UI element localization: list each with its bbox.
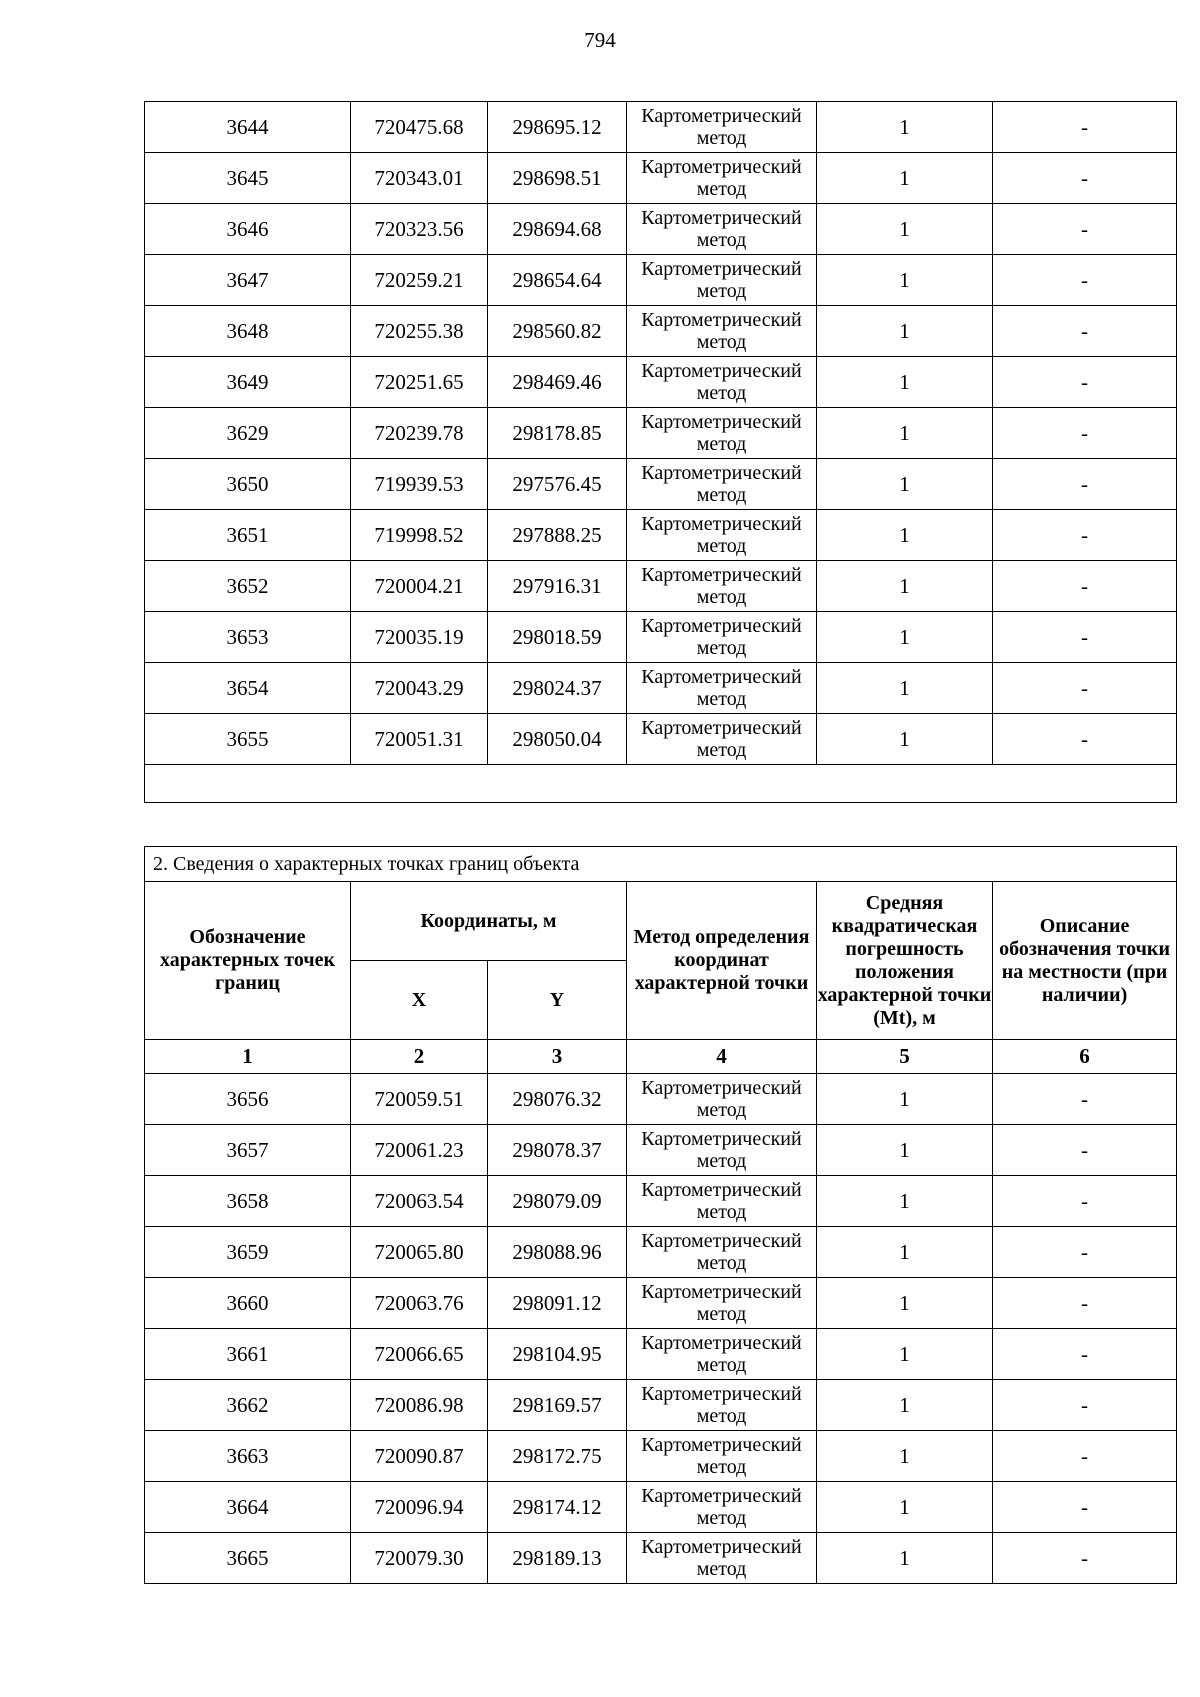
y-cell: 298172.75 [488, 1431, 627, 1482]
point-cell: 3647 [145, 255, 351, 306]
x-cell: 720343.01 [351, 153, 488, 204]
description-cell: - [993, 612, 1177, 663]
description-cell: - [993, 1380, 1177, 1431]
coordinates-table-continued [144, 101, 1177, 803]
mt-cell: 1 [817, 1074, 993, 1125]
table-row [145, 1176, 1177, 1227]
x-cell: 720251.65 [351, 357, 488, 408]
table-row [145, 1074, 1177, 1125]
x-cell: 720043.29 [351, 663, 488, 714]
column-number: 4 [627, 1040, 817, 1074]
y-cell: 297888.25 [488, 510, 627, 561]
point-cell: 3644 [145, 102, 351, 153]
boundary-points-table [144, 846, 1177, 1584]
table-row [145, 408, 1177, 459]
x-cell: 720086.98 [351, 1380, 488, 1431]
method-cell: Картометрический метод [627, 459, 817, 510]
point-cell: 3653 [145, 612, 351, 663]
description-cell: - [993, 1533, 1177, 1584]
y-cell: 298694.68 [488, 204, 627, 255]
table-row [145, 612, 1177, 663]
y-cell: 298189.13 [488, 1533, 627, 1584]
point-cell: 3664 [145, 1482, 351, 1533]
y-cell: 298088.96 [488, 1227, 627, 1278]
x-cell: 720079.30 [351, 1533, 488, 1584]
y-cell: 297576.45 [488, 459, 627, 510]
point-cell: 3658 [145, 1176, 351, 1227]
point-cell: 3650 [145, 459, 351, 510]
point-cell: 3655 [145, 714, 351, 765]
method-cell: Картометрический метод [627, 1482, 817, 1533]
method-cell: Картометрический метод [627, 357, 817, 408]
table-row [145, 1278, 1177, 1329]
table-row [145, 153, 1177, 204]
header-y: Y [488, 961, 627, 1040]
method-cell: Картометрический метод [627, 1431, 817, 1482]
mt-cell: 1 [817, 306, 993, 357]
y-cell: 298024.37 [488, 663, 627, 714]
mt-cell: 1 [817, 1125, 993, 1176]
table-row [145, 1380, 1177, 1431]
x-cell: 720255.38 [351, 306, 488, 357]
x-cell: 720004.21 [351, 561, 488, 612]
y-cell: 298104.95 [488, 1329, 627, 1380]
x-cell: 720066.65 [351, 1329, 488, 1380]
method-cell: Картометрический метод [627, 714, 817, 765]
mt-cell: 1 [817, 357, 993, 408]
mt-cell: 1 [817, 1482, 993, 1533]
table-row [145, 204, 1177, 255]
x-cell: 720051.31 [351, 714, 488, 765]
point-cell: 3663 [145, 1431, 351, 1482]
table-row [145, 1431, 1177, 1482]
header-description: Описание обозначения точки на местности (при наличии) [993, 882, 1177, 1040]
table-row [145, 561, 1177, 612]
description-cell: - [993, 1431, 1177, 1482]
description-cell: - [993, 1125, 1177, 1176]
point-cell: 3645 [145, 153, 351, 204]
y-cell: 298079.09 [488, 1176, 627, 1227]
mt-cell: 1 [817, 714, 993, 765]
x-cell: 720035.19 [351, 612, 488, 663]
x-cell: 720059.51 [351, 1074, 488, 1125]
column-number: 1 [145, 1040, 351, 1074]
point-cell: 3662 [145, 1380, 351, 1431]
method-cell: Картометрический метод [627, 1074, 817, 1125]
y-cell: 298698.51 [488, 153, 627, 204]
mt-cell: 1 [817, 1380, 993, 1431]
method-cell: Картометрический метод [627, 255, 817, 306]
header-method: Метод определения координат характерной точки [627, 882, 817, 1040]
description-cell: - [993, 510, 1177, 561]
x-cell: 720063.76 [351, 1278, 488, 1329]
point-cell: 3629 [145, 408, 351, 459]
mt-cell: 1 [817, 561, 993, 612]
y-cell: 298695.12 [488, 102, 627, 153]
y-cell: 298654.64 [488, 255, 627, 306]
x-cell: 720061.23 [351, 1125, 488, 1176]
y-cell: 298078.37 [488, 1125, 627, 1176]
mt-cell: 1 [817, 204, 993, 255]
description-cell: - [993, 1227, 1177, 1278]
method-cell: Картометрический метод [627, 1329, 817, 1380]
method-cell: Картометрический метод [627, 408, 817, 459]
x-cell: 720475.68 [351, 102, 488, 153]
description-cell: - [993, 663, 1177, 714]
y-cell: 298469.46 [488, 357, 627, 408]
table-row [145, 255, 1177, 306]
x-cell: 720063.54 [351, 1176, 488, 1227]
header-x: X [351, 961, 488, 1040]
point-cell: 3657 [145, 1125, 351, 1176]
table-row [145, 663, 1177, 714]
header-point-designation: Обозначение характерных точек границ [145, 882, 351, 1040]
point-cell: 3654 [145, 663, 351, 714]
y-cell: 298178.85 [488, 408, 627, 459]
description-cell: - [993, 357, 1177, 408]
table-row [145, 714, 1177, 765]
y-cell: 298174.12 [488, 1482, 627, 1533]
point-cell: 3656 [145, 1074, 351, 1125]
description-cell: - [993, 1176, 1177, 1227]
table-row [145, 459, 1177, 510]
description-cell: - [993, 1329, 1177, 1380]
method-cell: Картометрический метод [627, 561, 817, 612]
x-cell: 720259.21 [351, 255, 488, 306]
method-cell: Картометрический метод [627, 1278, 817, 1329]
y-cell: 298091.12 [488, 1278, 627, 1329]
method-cell: Картометрический метод [627, 1533, 817, 1584]
method-cell: Картометрический метод [627, 510, 817, 561]
y-cell: 298169.57 [488, 1380, 627, 1431]
description-cell: - [993, 255, 1177, 306]
mt-cell: 1 [817, 255, 993, 306]
x-cell: 720323.56 [351, 204, 488, 255]
header-coordinates: Координаты, м [351, 882, 627, 961]
empty-cell [145, 765, 1177, 803]
column-number: 5 [817, 1040, 993, 1074]
mt-cell: 1 [817, 663, 993, 714]
description-cell: - [993, 1074, 1177, 1125]
description-cell: - [993, 153, 1177, 204]
mt-cell: 1 [817, 510, 993, 561]
point-cell: 3649 [145, 357, 351, 408]
x-cell: 720065.80 [351, 1227, 488, 1278]
mt-cell: 1 [817, 612, 993, 663]
description-cell: - [993, 1278, 1177, 1329]
point-cell: 3652 [145, 561, 351, 612]
table-row [145, 306, 1177, 357]
y-cell: 297916.31 [488, 561, 627, 612]
description-cell: - [993, 102, 1177, 153]
page-number: 794 [584, 28, 616, 52]
mt-cell: 1 [817, 1227, 993, 1278]
mt-cell: 1 [817, 1533, 993, 1584]
point-cell: 3665 [145, 1533, 351, 1584]
column-number: 3 [488, 1040, 627, 1074]
mt-cell: 1 [817, 153, 993, 204]
mt-cell: 1 [817, 459, 993, 510]
method-cell: Картометрический метод [627, 306, 817, 357]
empty-row [145, 765, 1177, 803]
table-row [145, 1533, 1177, 1584]
x-cell: 719998.52 [351, 510, 488, 561]
method-cell: Картометрический метод [627, 153, 817, 204]
method-cell: Картометрический метод [627, 1125, 817, 1176]
point-cell: 3660 [145, 1278, 351, 1329]
y-cell: 298050.04 [488, 714, 627, 765]
table-row [145, 102, 1177, 153]
point-cell: 3659 [145, 1227, 351, 1278]
table-caption: 2. Сведения о характерных точках границ объекта [145, 847, 1177, 882]
mt-cell: 1 [817, 1176, 993, 1227]
table2-body [145, 1074, 1177, 1584]
description-cell: - [993, 1482, 1177, 1533]
description-cell: - [993, 459, 1177, 510]
description-cell: - [993, 561, 1177, 612]
point-cell: 3648 [145, 306, 351, 357]
method-cell: Картометрический метод [627, 612, 817, 663]
point-cell: 3661 [145, 1329, 351, 1380]
column-number: 2 [351, 1040, 488, 1074]
mt-cell: 1 [817, 1329, 993, 1380]
point-cell: 3651 [145, 510, 351, 561]
column-number: 6 [993, 1040, 1177, 1074]
method-cell: Картометрический метод [627, 663, 817, 714]
x-cell: 720239.78 [351, 408, 488, 459]
y-cell: 298560.82 [488, 306, 627, 357]
description-cell: - [993, 204, 1177, 255]
table-row [145, 357, 1177, 408]
table-row [145, 1125, 1177, 1176]
mt-cell: 1 [817, 1278, 993, 1329]
y-cell: 298076.32 [488, 1074, 627, 1125]
table-row [145, 1227, 1177, 1278]
description-cell: - [993, 408, 1177, 459]
table1-body [145, 102, 1177, 803]
y-cell: 298018.59 [488, 612, 627, 663]
method-cell: Картометрический метод [627, 1227, 817, 1278]
description-cell: - [993, 714, 1177, 765]
x-cell: 719939.53 [351, 459, 488, 510]
mt-cell: 1 [817, 102, 993, 153]
mt-cell: 1 [817, 1431, 993, 1482]
x-cell: 720096.94 [351, 1482, 488, 1533]
method-cell: Картометрический метод [627, 1380, 817, 1431]
method-cell: Картометрический метод [627, 1176, 817, 1227]
mt-cell: 1 [817, 408, 993, 459]
table-row [145, 1329, 1177, 1380]
method-cell: Картометрический метод [627, 102, 817, 153]
header-mean-square-error: Средняя квадратическая погрешность положения характерной точки (Mt), м [817, 882, 993, 1040]
description-cell: - [993, 306, 1177, 357]
point-cell: 3646 [145, 204, 351, 255]
x-cell: 720090.87 [351, 1431, 488, 1482]
table-row [145, 510, 1177, 561]
method-cell: Картометрический метод [627, 204, 817, 255]
table-row [145, 1482, 1177, 1533]
